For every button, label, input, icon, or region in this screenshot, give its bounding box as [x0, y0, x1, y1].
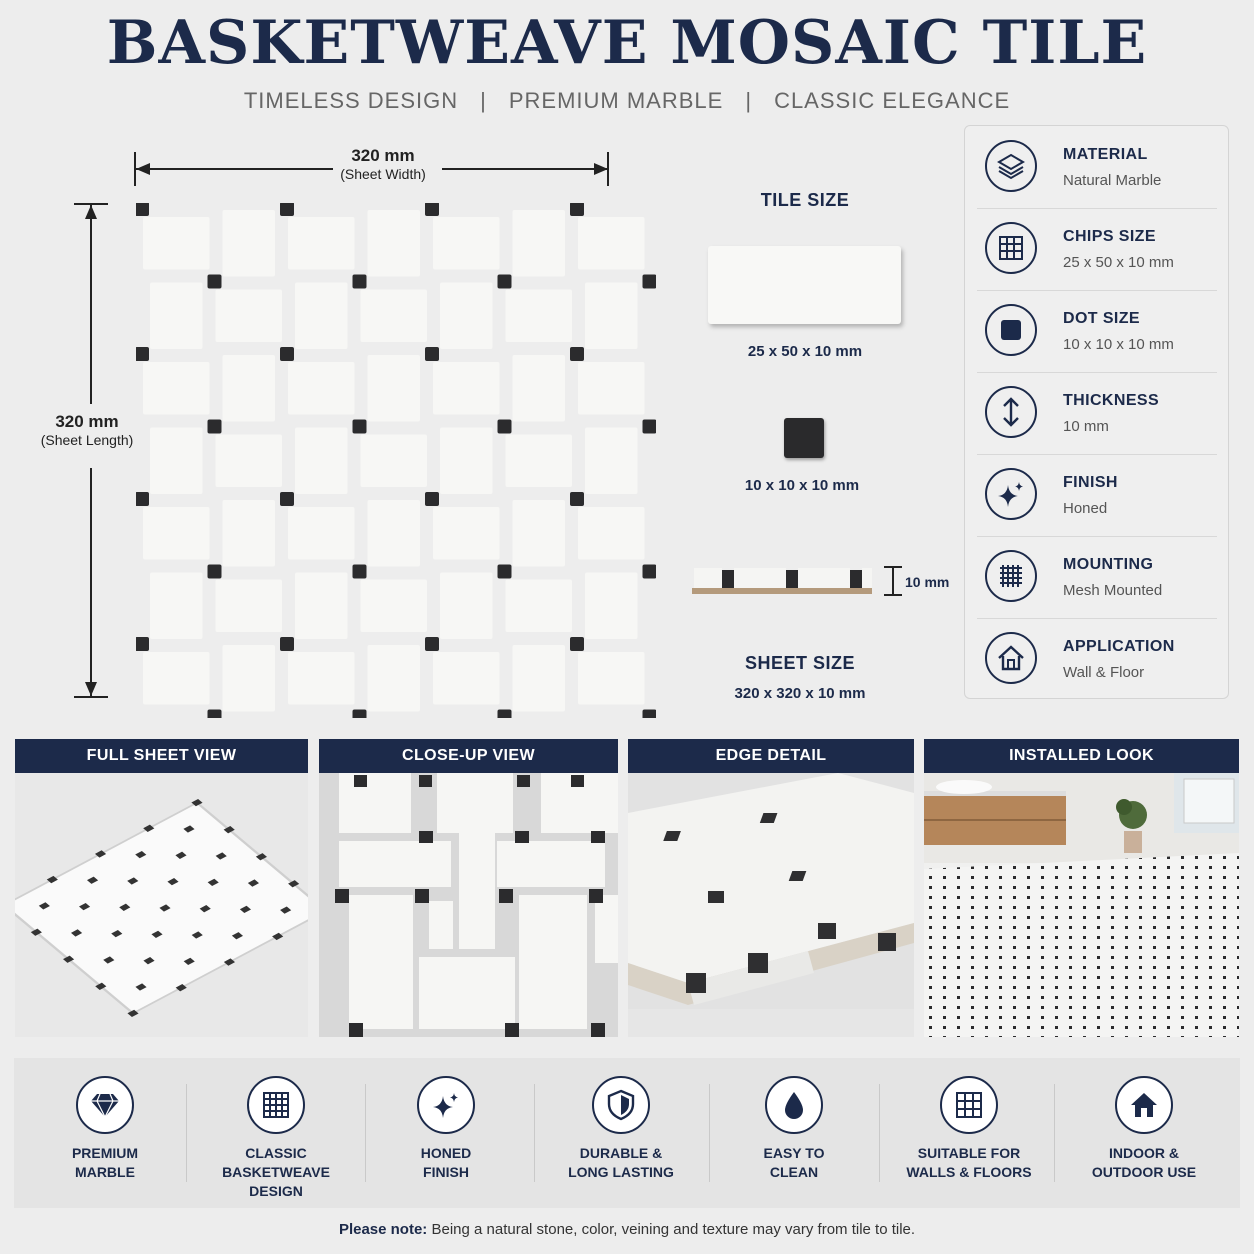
diamond-icon	[76, 1076, 134, 1134]
dot-chip	[136, 637, 149, 651]
spec-thickness	[977, 372, 1217, 455]
features-bar	[14, 1058, 1240, 1208]
dot-chip	[136, 203, 149, 216]
dot-chip	[425, 637, 439, 651]
feature-premium-marble	[20, 1058, 190, 1208]
marble-chip	[578, 507, 645, 560]
marble-chip	[150, 283, 203, 350]
dot-chip	[280, 492, 294, 506]
thickness-line	[892, 566, 894, 596]
subtitle-part-1: TIMELESS DESIGN	[243, 88, 459, 113]
vertical-arrows-icon	[985, 386, 1037, 438]
marble-chip	[506, 290, 573, 343]
marble-chip	[223, 645, 276, 712]
width-dimension-label	[318, 146, 448, 184]
sheet-size-heading: SHEET SIZE	[744, 653, 856, 673]
spec-dot-size	[977, 290, 1217, 373]
marble-chip	[513, 500, 566, 567]
basketweave-icon	[247, 1076, 305, 1134]
spec-material	[977, 126, 1217, 209]
marble-chip	[361, 580, 428, 633]
page-title: BASKETWEAVE MOSAIC TILE	[106, 8, 1148, 78]
marble-chip	[513, 355, 566, 422]
close-up-view-image	[319, 773, 618, 1037]
feature-label: SUITABLE FOR WALLS & FLOORS	[906, 1145, 1032, 1180]
marble-chip	[368, 500, 421, 567]
full-sheet-view-image	[15, 773, 308, 1037]
subtitle	[0, 88, 1254, 114]
spec-title: DOT SIZE	[1063, 310, 1140, 327]
spec-value: Honed	[1063, 500, 1108, 517]
dot-chip	[425, 203, 439, 216]
grid-icon	[940, 1076, 998, 1134]
spec-value: 10 mm	[1063, 418, 1109, 435]
length-caption: (Sheet Length)	[40, 432, 134, 448]
feature-easy-to-clean	[709, 1058, 879, 1208]
water-drop-icon	[765, 1076, 823, 1134]
chip-size-label: 25 x 50 x 10 mm	[747, 343, 863, 360]
dot-chip	[643, 710, 657, 719]
close-up-view-card	[319, 739, 618, 1037]
spec-value: Mesh Mounted	[1063, 582, 1163, 599]
subtitle-separator: |	[745, 88, 753, 113]
house-icon	[985, 632, 1037, 684]
sparkle-icon	[985, 468, 1037, 520]
width-dimension-line-left	[136, 168, 333, 170]
marble-chip	[216, 435, 283, 488]
mesh-icon	[985, 550, 1037, 602]
full-sheet-view-heading: FULL SHEET VIEW	[15, 739, 308, 773]
dot-chip	[643, 565, 657, 579]
dot-chip	[570, 637, 584, 651]
marble-chip	[368, 210, 421, 277]
dot-chip	[498, 565, 512, 579]
dot-chip	[643, 275, 657, 289]
marble-chip	[143, 507, 210, 560]
marble-chip	[433, 652, 500, 705]
dot-chip	[353, 420, 367, 434]
feature-divider	[186, 1084, 187, 1182]
marble-chip	[578, 652, 645, 705]
width-caption: (Sheet Width)	[340, 166, 426, 182]
close-up-view-heading: CLOSE-UP VIEW	[319, 739, 618, 773]
full-sheet-view-card	[15, 739, 308, 1037]
feature-label: PREMIUM MARBLE	[71, 1145, 139, 1180]
marble-chip	[585, 573, 638, 640]
dot-chip	[425, 347, 439, 361]
marble-chip	[440, 573, 493, 640]
dot-chip	[498, 420, 512, 434]
length-dimension-label	[22, 412, 152, 450]
feature-classic-basketweave	[191, 1058, 361, 1208]
marble-chip	[288, 507, 355, 560]
feature-indoor-outdoor	[1059, 1058, 1229, 1208]
feature-label: DURABLE & LONG LASTING	[568, 1145, 674, 1180]
installed-look-card	[924, 739, 1239, 1037]
spec-chips-size	[977, 208, 1217, 291]
spec-title: THICKNESS	[1063, 392, 1160, 409]
arrow-left-icon	[136, 162, 150, 176]
edge-detail-image	[628, 773, 914, 1037]
edge-detail-heading: EDGE DETAIL	[628, 739, 914, 773]
arrow-right-icon	[594, 162, 608, 176]
installed-look-image	[924, 773, 1239, 1037]
spec-mounting	[977, 536, 1217, 619]
marble-chip	[223, 210, 276, 277]
marble-chip	[143, 217, 210, 270]
dot-chip	[136, 347, 149, 361]
marble-chip	[368, 355, 421, 422]
marble-chip	[288, 217, 355, 270]
spec-value: 25 x 50 x 10 mm	[1063, 254, 1174, 271]
dot-chip	[643, 420, 657, 434]
arrow-down-icon	[84, 682, 98, 696]
dot-chip	[353, 710, 367, 719]
marble-chip	[506, 435, 573, 488]
marble-chip	[440, 283, 493, 350]
sheet-edge-profile-image	[692, 562, 874, 598]
marble-chip	[513, 645, 566, 712]
marble-chip	[440, 428, 493, 495]
house-icon	[1115, 1076, 1173, 1134]
marble-chip	[506, 580, 573, 633]
tile-size-heading: TILE SIZE	[760, 190, 850, 210]
feature-durable	[536, 1058, 706, 1208]
marble-chip	[578, 217, 645, 270]
thickness-label: 10 mm	[905, 574, 950, 590]
dot-chip	[353, 565, 367, 579]
shield-icon	[592, 1076, 650, 1134]
marble-chip	[368, 645, 421, 712]
grid-icon	[985, 222, 1037, 274]
dot-chip	[208, 420, 222, 434]
marble-chip	[433, 362, 500, 415]
mosaic-sheet-image	[136, 203, 656, 718]
marble-chip	[433, 217, 500, 270]
marble-chip	[361, 290, 428, 343]
dot-chip	[280, 347, 294, 361]
width-dimension-line-right	[442, 168, 608, 170]
spec-value: Wall & Floor	[1063, 664, 1145, 681]
marble-chip	[150, 573, 203, 640]
marble-chip	[295, 573, 348, 640]
sheet-size-value: 320 x 320 x 10 mm	[734, 685, 866, 702]
feature-divider	[534, 1084, 535, 1182]
marble-chip	[585, 428, 638, 495]
length-value: 320 mm	[55, 412, 119, 431]
length-tick-bottom	[74, 696, 108, 698]
spec-value: Natural Marble	[1063, 172, 1162, 189]
marble-chip	[513, 210, 566, 277]
marble-chip	[143, 652, 210, 705]
subtitle-part-3: CLASSIC ELEGANCE	[774, 88, 1011, 113]
spec-finish	[977, 454, 1217, 537]
dot-size-label: 10 x 10 x 10 mm	[744, 477, 860, 494]
length-dimension-line-bottom	[90, 468, 92, 696]
dot-chip	[570, 347, 584, 361]
layers-icon	[985, 140, 1037, 192]
arrow-up-icon	[84, 205, 98, 219]
dot-chip	[280, 637, 294, 651]
dot-chip	[208, 710, 222, 719]
edge-detail-card	[628, 739, 914, 1037]
marble-chip	[143, 362, 210, 415]
installed-look-heading: INSTALLED LOOK	[924, 739, 1239, 773]
dot-chip	[425, 492, 439, 506]
dot-chip	[208, 275, 222, 289]
spec-panel	[964, 125, 1229, 699]
dot-chip	[498, 710, 512, 719]
note-lead: Please note:	[338, 1221, 428, 1238]
feature-divider	[879, 1084, 880, 1182]
feature-label: HONED FINISH	[420, 1145, 472, 1180]
feature-label: CLASSIC BASKETWEAVE DESIGN	[222, 1145, 330, 1199]
marble-chip	[223, 500, 276, 567]
spec-title: APPLICATION	[1063, 638, 1175, 655]
feature-walls-floors	[884, 1058, 1054, 1208]
marble-chip	[295, 283, 348, 350]
note-text: Being a natural stone, color, veining and texture may vary from tile to tile.	[427, 1221, 916, 1238]
marble-chip	[361, 435, 428, 488]
marble-chip	[150, 428, 203, 495]
marble-chip	[295, 428, 348, 495]
spec-title: MATERIAL	[1063, 146, 1148, 163]
sparkle-icon	[417, 1076, 475, 1134]
dot-chip	[208, 565, 222, 579]
subtitle-separator: |	[480, 88, 487, 113]
spec-application	[977, 618, 1217, 700]
dot-chip	[280, 203, 294, 216]
width-value: 320 mm	[351, 146, 415, 165]
marble-chip	[578, 362, 645, 415]
dot-chip	[570, 492, 584, 506]
dot-chip	[136, 492, 149, 506]
square-icon	[985, 304, 1037, 356]
marble-chip	[433, 507, 500, 560]
dot-chip	[498, 275, 512, 289]
dot-tile-sample	[784, 418, 824, 458]
marble-chip	[585, 283, 638, 350]
marble-chip	[288, 362, 355, 415]
marble-chip	[216, 580, 283, 633]
spec-title: MOUNTING	[1063, 556, 1154, 573]
marble-chip	[223, 355, 276, 422]
feature-honed-finish	[361, 1058, 531, 1208]
marble-chip	[288, 652, 355, 705]
feature-label: EASY TO CLEAN	[763, 1145, 825, 1180]
dot-chip	[353, 275, 367, 289]
chip-tile-sample	[708, 246, 901, 324]
length-dimension-line-top	[90, 204, 92, 404]
spec-value: 10 x 10 x 10 mm	[1063, 336, 1174, 353]
marble-chip	[216, 290, 283, 343]
feature-divider	[1054, 1084, 1055, 1182]
spec-title: FINISH	[1063, 474, 1118, 491]
feature-label: INDOOR & OUTDOOR USE	[1091, 1145, 1197, 1180]
spec-title: CHIPS SIZE	[1063, 228, 1156, 245]
dot-chip	[570, 203, 584, 216]
subtitle-part-2: PREMIUM MARBLE	[508, 88, 724, 113]
disclaimer-note	[0, 1221, 1254, 1238]
